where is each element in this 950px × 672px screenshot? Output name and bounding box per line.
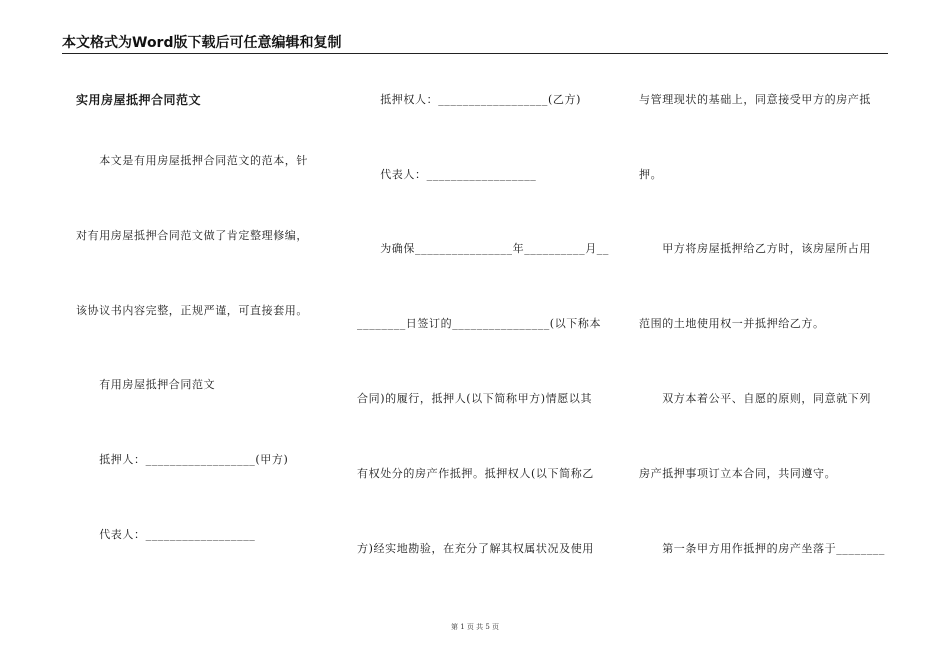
paragraph-line: 对有用房屋抵押合同范文做了肯定整理修编， (76, 229, 308, 242)
representative-field: 代表人：__________________ (357, 168, 537, 181)
paragraph-line: 与管理现状的基础上，同意接受甲方的房产抵 (639, 93, 871, 106)
paragraph-line: ________日签订的________________(以下称本 (357, 317, 602, 330)
paragraph-line: 本文是有用房屋抵押合同范文的范本，针 (76, 154, 308, 167)
header-divider (62, 53, 888, 54)
paragraph-line: 押。 (639, 168, 663, 181)
section-heading: 有用房屋抵押合同范文 (76, 378, 216, 391)
mortgagee-field: 抵押权人：__________________(乙方) (357, 93, 581, 106)
mortgagor-field: 抵押人：__________________(甲方) (76, 453, 289, 466)
paragraph-line: 甲方将房屋抵押给乙方时，该房屋所占用 (639, 242, 871, 255)
paragraph-line: 合同)的履行，抵押人(以下简称甲方)情愿以其 (357, 392, 593, 405)
document-title: 实用房屋抵押合同范文 (76, 93, 202, 107)
paragraph-line: 双方本着公平、自愿的原则，同意就下列 (639, 392, 871, 405)
paragraph-line: 为确保________________年__________月__ (357, 242, 609, 255)
page-number: 第 1 页 共 5 页 (450, 623, 500, 631)
representative-field: 代表人：__________________ (76, 528, 256, 541)
article-one-line: 第一条甲方用作抵押的房产坐落于________ (639, 542, 885, 555)
paragraph-line: 方)经实地勘验，在充分了解其权属状况及使用 (357, 542, 594, 555)
paragraph-line: 该协议书内容完整，正规严谨，可直接套用。 (76, 304, 308, 317)
paragraph-line: 有权处分的房产作抵押。抵押权人(以下简称乙 (357, 467, 594, 480)
document-header-title: 本文格式为Word版下载后可任意编辑和复制 (62, 35, 342, 51)
paragraph-line: 房产抵押事项订立本合同，共同遵守。 (639, 467, 837, 480)
paragraph-line: 范围的土地使用权一并抵押给乙方。 (639, 317, 825, 330)
